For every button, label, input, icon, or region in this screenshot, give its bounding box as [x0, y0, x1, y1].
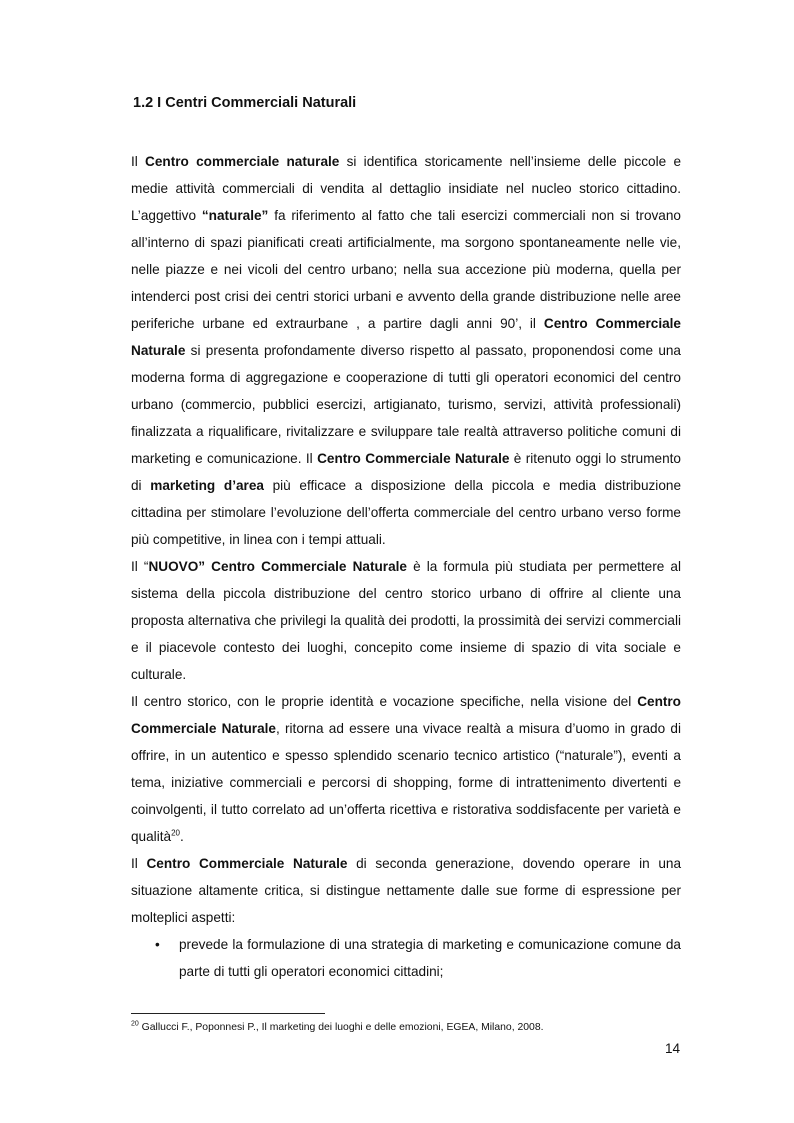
- text-run: Il centro storico, con le proprie identità e vocazione specifiche, nella visione del: [131, 694, 638, 709]
- bold-term: NUOVO” Centro Commerciale Naturale: [148, 559, 407, 574]
- bold-term: Centro Commerciale Naturale: [131, 694, 681, 736]
- bold-term: Centro commerciale naturale: [145, 154, 340, 169]
- page-number: 14: [665, 1041, 681, 1056]
- text-run: fa riferimento al fatto che tali esercizi commerciali non si trovano all’interno di spazi pianificati creati artificialmente, ma sorgono spontaneamente nelle vie, nelle piazze e nei vicoli del centro urbano; nella sua accezione più moderna, quella per intenderci post crisi dei centri storici urbani e avvento della grande distribuzione nelle aree periferiche urbane ed extraurbane , a partire dagli anni 90’, il: [131, 208, 681, 331]
- footnote: [131, 1021, 681, 1035]
- text-run: , ritorna ad essere una vivace realtà a misura d’uomo in grado di offrire, in un autentico e spesso splendido scenario tecnico artistico (“naturale”), eventi a tema, iniziative commerciali e percorsi di shopping, forme di intrattenimento divertenti e coinvolgenti, il tutto correlato ad un’offerta ricettiva e ristorativa soddisfacente per varietà e qualità: [131, 721, 681, 844]
- text-run: più efficace a disposizione della piccola e media distribuzione cittadina per stimolare l’evoluzione dell’offerta commerciale del centro urbano verso forme più competitive, in linea con i tempi attuali.: [131, 478, 681, 547]
- bold-term: marketing d’area: [150, 478, 264, 493]
- section-heading: 1.2 I Centri Commerciali Naturali: [133, 95, 357, 111]
- footnote-reference[interactable]: 20: [171, 828, 180, 838]
- text-run: si presenta profondamente diverso rispetto al passato, proponendosi come una moderna forma di aggregazione e cooperazione di tutti gli operatori economici del centro urbano (commercio, pubblici esercizi, artigianato, turismo, servizi, attività professionali) finalizzata a riqualificare, rivitalizzare e sviluppare tale realtà attraverso politiche comuni di marketing e comunicazione. Il: [131, 343, 681, 466]
- footnote-text: Gallucci F., Poponnesi P., Il marketing dei luoghi e delle emozioni, EGEA, Milano, 2008.: [138, 1022, 544, 1033]
- bullet-dot-icon: •: [155, 937, 160, 952]
- text-run: si identifica storicamente nell’insieme delle piccole e medie attività commerciali di vendita al dettaglio insidiate nel nucleo storico cittadino. L’aggettivo: [131, 154, 682, 223]
- paragraph-1: [131, 148, 681, 553]
- bold-term: Centro Commerciale Naturale: [146, 856, 348, 871]
- text-run: di seconda generazione, dovendo operare in una situazione altamente critica, si distingue nettamente dalle sue forme di espressione per molteplici aspetti:: [131, 856, 681, 925]
- list-item-text: prevede la formulazione di una strategia di marketing e comunicazione comune da parte di tutti gli operatori economici cittadini;: [179, 937, 681, 979]
- body-text: [131, 148, 681, 985]
- paragraph-4: [131, 850, 681, 931]
- text-run: Il “: [131, 559, 149, 574]
- bold-term: “naturale”: [201, 208, 269, 223]
- paragraph-2: [131, 553, 681, 688]
- footnote-separator: [131, 1013, 325, 1014]
- bullet-list: [131, 931, 681, 985]
- bold-term: Centro Commerciale Naturale: [317, 451, 510, 466]
- list-item: [131, 931, 681, 985]
- bold-term: Centro Commerciale Naturale: [131, 316, 681, 358]
- text-run: .: [179, 829, 184, 844]
- footnote-number: 20: [131, 1020, 139, 1028]
- text-run: è ritenuto oggi lo strumento di: [131, 451, 681, 493]
- text-run: Il: [131, 154, 146, 169]
- text-run: Il: [131, 856, 147, 871]
- paragraph-3: [131, 688, 681, 850]
- text-run: è la formula più studiata per permettere al sistema della piccola distribuzione del centro storico urbano di offrire al cliente una proposta alternativa che privilegi la qualità dei prodotti, la prossimità dei servizi commerciali e il piacevole contesto dei luoghi, concepito come insieme di spazio di vita sociale e culturale.: [131, 559, 681, 682]
